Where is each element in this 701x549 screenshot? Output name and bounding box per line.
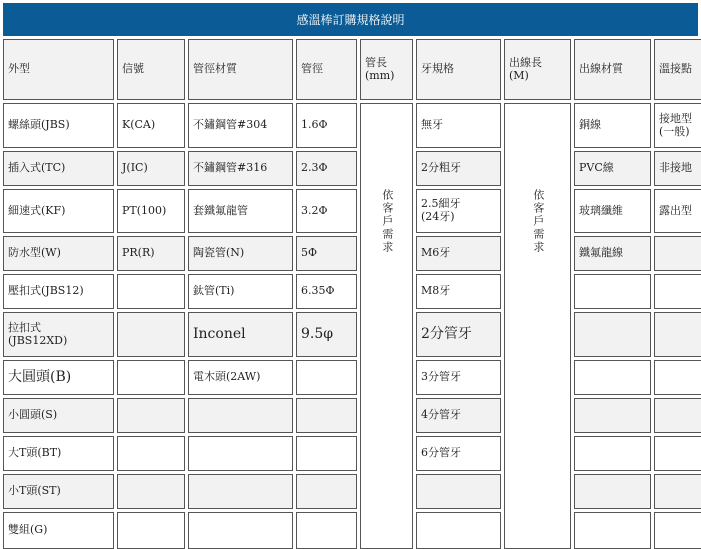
header-signal: 信號 <box>117 39 185 100</box>
table-title: 感溫棒訂購規格說明 <box>3 3 698 36</box>
table-cell: 小圓頭(S) <box>3 398 114 433</box>
table-cell <box>117 436 185 471</box>
table-cell <box>654 312 701 357</box>
table-cell: 5Φ <box>296 236 357 271</box>
table-cell: K(CA) <box>117 103 185 148</box>
table-cell: PT(100) <box>117 189 185 233</box>
table-cell: 大圓頭(B) <box>3 360 114 395</box>
table-cell <box>574 436 651 471</box>
table-cell: 大T頭(BT) <box>3 436 114 471</box>
table-cell: 接地型 (一般) <box>654 103 701 148</box>
table-cell: 陶瓷管(N) <box>188 236 293 271</box>
table-cell: 防水型(W) <box>3 236 114 271</box>
table-cell <box>574 312 651 357</box>
table-cell: 銅線 <box>574 103 651 148</box>
table-cell <box>117 474 185 509</box>
table-cell <box>574 398 651 433</box>
table-cell: 鐵氟龍線 <box>574 236 651 271</box>
table-cell <box>654 436 701 471</box>
table-cell: 非接地 <box>654 151 701 186</box>
table-cell <box>574 474 651 509</box>
table-cell: 1.6Φ <box>296 103 357 148</box>
table-cell: 套鐵氟龍管 <box>188 189 293 233</box>
table-cell <box>188 512 293 549</box>
table-cell <box>296 512 357 549</box>
table-cell <box>654 236 701 271</box>
table-cell: M8牙 <box>416 274 501 309</box>
table-cell: 電木頭(2AW) <box>188 360 293 395</box>
table-cell <box>188 436 293 471</box>
table-cell <box>574 512 651 549</box>
table-cell <box>654 398 701 433</box>
table-cell: 壓扣式(JBS12) <box>3 274 114 309</box>
table-cell: PR(R) <box>117 236 185 271</box>
spec-table <box>3 39 700 537</box>
lead-length-span <box>504 103 571 549</box>
table-cell <box>117 398 185 433</box>
table-cell: 拉扣式 (JBS12XD) <box>3 312 114 357</box>
table-cell <box>574 360 651 395</box>
table-cell <box>188 398 293 433</box>
table-cell: 細速式(KF) <box>3 189 114 233</box>
table-cell: M6牙 <box>416 236 501 271</box>
table-cell <box>416 474 501 509</box>
table-cell <box>654 274 701 309</box>
table-cell <box>296 398 357 433</box>
header-lead-length: 出線長 (M) <box>504 39 571 100</box>
header-tube-material: 管徑材質 <box>188 39 293 100</box>
table-cell: 不鏽鋼管#304 <box>188 103 293 148</box>
table-cell: J(IC) <box>117 151 185 186</box>
pipe-length-text: 依客戶需求 <box>380 189 394 254</box>
table-cell <box>654 512 701 549</box>
table-cell: 2分管牙 <box>416 312 501 357</box>
table-cell: 9.5φ <box>296 312 357 357</box>
header-shape: 外型 <box>3 39 114 100</box>
table-cell: 插入式(TC) <box>3 151 114 186</box>
table-cell: 3.2Φ <box>296 189 357 233</box>
table-cell: PVC線 <box>574 151 651 186</box>
lead-length-text: 依客戶需求 <box>531 189 545 254</box>
table-cell <box>654 360 701 395</box>
table-cell: 6.35Φ <box>296 274 357 309</box>
table-cell: 2.5細牙 (24牙) <box>416 189 501 233</box>
header-thread-spec: 牙規格 <box>416 39 501 100</box>
header-tube-length: 管長 (mm) <box>360 39 413 100</box>
table-cell: 露出型 <box>654 189 701 233</box>
table-cell <box>117 274 185 309</box>
table-cell <box>654 474 701 509</box>
table-cell <box>296 360 357 395</box>
table-cell: 雙組(G) <box>3 512 114 549</box>
table-cell <box>416 512 501 549</box>
header-lead-material: 出線材質 <box>574 39 651 100</box>
table-cell: 2分粗牙 <box>416 151 501 186</box>
table-cell: 玻璃纖維 <box>574 189 651 233</box>
table-cell <box>117 360 185 395</box>
table-cell: 2.3Φ <box>296 151 357 186</box>
table-cell: 不鏽鋼管#316 <box>188 151 293 186</box>
table-cell: 螺絲頭(JBS) <box>3 103 114 148</box>
table-cell <box>117 512 185 549</box>
header-tube-diameter: 管徑 <box>296 39 357 100</box>
table-cell: 6分管牙 <box>416 436 501 471</box>
table-cell <box>188 474 293 509</box>
table-cell: 鈦管(Ti) <box>188 274 293 309</box>
table-cell: 3分管牙 <box>416 360 501 395</box>
table-cell: 4分管牙 <box>416 398 501 433</box>
header-junction: 溫接點 <box>654 39 701 100</box>
table-cell: 無牙 <box>416 103 501 148</box>
table-cell: 小T頭(ST) <box>3 474 114 509</box>
table-cell <box>296 436 357 471</box>
pipe-length-span <box>360 103 413 549</box>
table-cell <box>296 474 357 509</box>
table-cell <box>574 274 651 309</box>
table-cell: Inconel <box>188 312 293 357</box>
table-cell <box>117 312 185 357</box>
